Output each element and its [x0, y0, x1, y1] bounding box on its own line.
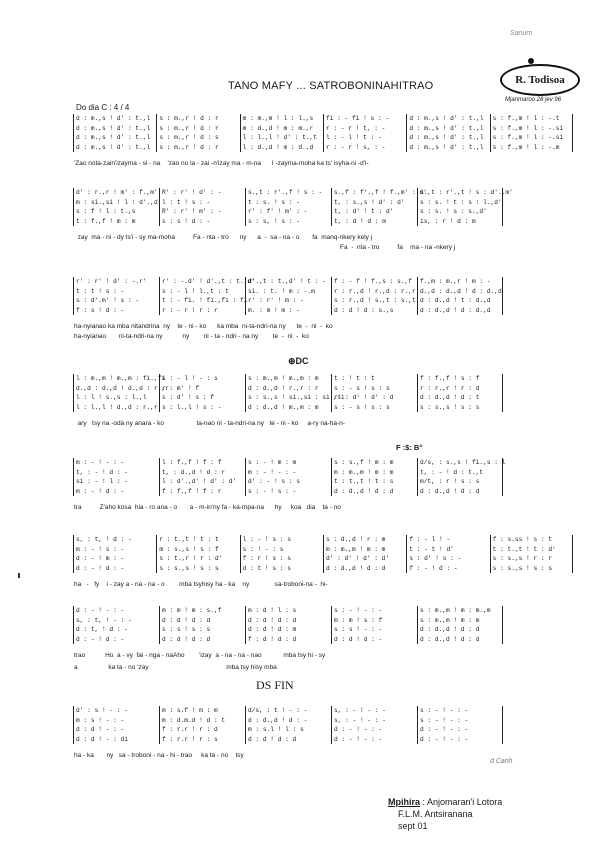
measure-cell: d : - ! d : - — [73, 635, 159, 645]
score-system — [73, 114, 573, 152]
measure-cell: s, : - ! - : - — [331, 716, 417, 726]
measure-cell: s : s. ! s : s.,d' — [417, 207, 503, 217]
measure-cell: r : t.,t ! t : t — [156, 535, 239, 545]
measure-cell: d : m.,s ! d' : t.,l — [73, 114, 156, 124]
measure-cell: l : d.,d ! m : d.,d — [240, 143, 323, 153]
voice-row — [73, 277, 573, 287]
lyric-line: ha - ka ny sa - troboni - na - hi - trao ka ta - no tsy — [74, 752, 244, 759]
measure-cell: m : - ! s : - — [73, 545, 156, 555]
lyric-line: ary tsy na -odà ny anara - ko ta-nao ni - ta-ndri-na ny te - ni - ko a-ry na-ha-n- — [74, 420, 345, 427]
measure-cell: s, : t, ! d : - — [73, 535, 156, 545]
measure-cell: s : m.,r ! d : r — [156, 114, 239, 124]
measure-cell: s : s.,s ! s : s — [156, 564, 239, 574]
voice-row — [73, 716, 573, 726]
measure-cell: d' : d' ! d' : d' — [323, 554, 406, 564]
measure-cell: d.,d : d.,d ! d.,d : r.,r — [73, 384, 159, 394]
measure-cell: d : d.,d ! d : d — [417, 487, 503, 497]
score-system — [73, 374, 573, 412]
measure-cell: r : r.,r ! r : d — [417, 384, 503, 394]
top-signature: Sanum — [510, 30, 533, 37]
measure-cell: t : - t ! d' — [406, 545, 489, 555]
measure-cell: m : s ! - : - — [73, 716, 159, 726]
voice-row — [73, 403, 573, 413]
author-badge — [500, 64, 580, 96]
measure-cell: d : - ! d : - — [73, 564, 156, 574]
measure-cell: d' : r.,r ! m' : f.,m' — [73, 188, 159, 198]
fine-marker: F :$: B° — [396, 443, 423, 452]
measure-cell: t, : s.,s ! d' : d' — [331, 198, 417, 208]
measure-cell: r : m' ! f — [159, 384, 245, 394]
credit-name: : Anjomaran'i Lotora — [420, 797, 503, 807]
voice-row — [73, 296, 573, 306]
measure-cell: s.,t : r'.,f ! s : - — [245, 188, 331, 198]
measure-cell: d : m.,s ! d' : t.,l — [406, 124, 489, 134]
measure-cell: m : s.,s ! s : f — [156, 545, 239, 555]
measure-cell: l : l.,l ! d.,d : r.,r — [73, 403, 159, 413]
score-system — [73, 706, 573, 744]
measure-cell: d : - ! - : - — [417, 735, 503, 745]
measure-cell: d : d.,d ! d : d.,d — [417, 306, 503, 316]
measure-cell: d : d ! d : d — [159, 616, 245, 626]
measure-cell: d : d ! d : s.,s — [331, 306, 417, 316]
voice-row — [73, 143, 573, 153]
measure-cell: f : d ! d : d — [245, 635, 331, 645]
measure-cell: t, : d.,d ! d : r — [159, 468, 245, 478]
measure-cell: s : s.,s ! s : s — [490, 564, 573, 574]
measure-cell: r : - r ! r : r — [159, 306, 245, 316]
measure-cell: r' : r' ! d' : -.r' — [73, 277, 159, 287]
measure-cell: d : d.,d ! d : t — [417, 393, 503, 403]
voice-row — [73, 198, 573, 208]
measure-cell: s : - l ! l.,t : t — [159, 287, 245, 297]
measure-cell: d : d.,d ! d : - — [245, 716, 331, 726]
measure-cell: s, : - ! - : - — [331, 706, 417, 716]
measure-cell: d/s, : s.,s ! fi.,s : l — [417, 458, 503, 468]
measure-cell: s : d' ! s : f — [159, 393, 245, 403]
measure-cell: s : m.,r ! d : r — [156, 143, 239, 153]
author-badge-dot — [528, 58, 534, 64]
measure-cell: d : m.,s ! d' : t.,l — [406, 133, 489, 143]
song-title: TANO MAFY ... SATROBONINAHITRAO — [228, 80, 434, 92]
voice-row — [73, 374, 573, 384]
measure-cell: l : t ! s : - — [159, 198, 245, 208]
voice-row — [73, 535, 573, 545]
measure-cell: d : - ! - : - — [331, 725, 417, 735]
measure-cell: m : m ! m : s.,f — [159, 606, 245, 616]
measure-cell: m : s.f ! m : m — [159, 706, 245, 716]
voice-row — [73, 564, 573, 574]
measure-cell: s : d' ! s : - — [406, 554, 489, 564]
lyric-line: zay ma - ni - dy ts'i - sy ma-moha Fa - nta - tro ny a - sa - na - o fa manq-nkery kely j — [74, 234, 373, 241]
scan-mark — [18, 573, 20, 578]
measure-cell: R' : r' ! m' : - — [159, 207, 245, 217]
measure-cell: d : - ! m : - — [73, 554, 156, 564]
measure-cell: d : d.,d ! d : d — [323, 564, 406, 574]
measure-cell: si : - ! l : - — [73, 477, 159, 487]
measure-cell: t : ! t : t — [331, 374, 417, 384]
measure-cell: d' : s ! - : - — [73, 706, 159, 716]
measure-cell: s : m.,m ! m.,m : m — [245, 374, 331, 384]
lyric-line: trao Ho a - vy fai - nga - naAho 'izay a - na - na - nao mba tsy hi - sy — [74, 652, 326, 659]
voice-row — [73, 306, 573, 316]
measure-cell: d : d ! d : d — [245, 735, 331, 745]
measure-cell: is, : r ! d : m — [417, 217, 503, 227]
voice-row — [73, 188, 573, 198]
measure-cell: d : m.,s ! d' : t.,l — [73, 143, 156, 153]
measure-cell: t, : d' ! t : d' — [331, 207, 417, 217]
measure-cell: s : - ! - : - — [417, 716, 503, 726]
measure-cell: s : s ! - : - — [331, 625, 417, 635]
voice-row — [73, 287, 573, 297]
measure-cell: l : l ! s.,s : l.,l — [73, 393, 159, 403]
measure-cell: d.,d : d.,d ! d : d.,d — [417, 287, 503, 297]
measure-cell: d : d ! d : d — [245, 616, 331, 626]
measure-cell: s : s.,f ! m : m — [331, 458, 417, 468]
voice-row — [73, 616, 573, 626]
score-system — [73, 277, 573, 315]
measure-cell: d'.,t : t.,d' ! t : - — [245, 277, 331, 287]
measure-cell: r' : -.d' ! d'.,t : t.,d' — [159, 277, 245, 287]
measure-cell: s : m.,r ! d : r — [156, 124, 239, 134]
voice-row — [73, 706, 573, 716]
measure-cell: s : s ! d : - — [159, 217, 245, 227]
credit-date: sept 01 — [398, 821, 428, 831]
measure-cell: t : f.,f ! m : m — [73, 217, 159, 227]
measure-cell: m : m.,m ! m : m — [331, 468, 417, 478]
measure-cell: l : l.,l ! d' : t.,t — [240, 133, 323, 143]
measure-cell: s : m.,m ! m : m — [417, 616, 503, 626]
measure-cell: l : - l ! t : - — [323, 133, 406, 143]
lyric-line: 'Zao nota-zain'izayma - si - na 'zao no la - zai -n'izay ma - m-na I -zayma-moha ka ts' isyha-ni -d'i- — [74, 160, 369, 167]
voice-row — [73, 735, 573, 745]
score-system — [73, 188, 573, 226]
measure-cell: f : - ! d : - — [406, 564, 489, 574]
measure-cell: m : m.,m ! l : l.,s — [240, 114, 323, 124]
measure-cell: m/t, : r ! s : s — [417, 477, 503, 487]
measure-cell: s : t.,r ! r : d' — [156, 554, 239, 564]
lyric-line: tra Z'aho kosa hia - ro ana - o a - m-in'ny fa - ka-mpa-na hy koa dia ta - no — [74, 504, 341, 511]
lyric-line: ha-nyianao ka mba nitandrina ny te - ni - ko ka mba ni-ta-ndri-na ny te - ni - ko — [74, 323, 333, 330]
measure-cell: d : m.,s ! d' : t.,l — [406, 114, 489, 124]
measure-cell: s : - l ! - : s — [159, 374, 245, 384]
credit-label: Mpihira — [388, 797, 421, 807]
measure-cell: l : m.,m ! m.,m : fi.,fi — [73, 374, 159, 384]
measure-cell: f.,m : m.,r ! m : - — [417, 277, 503, 287]
bottom-signature: d Canh — [490, 758, 513, 765]
measure-cell: r : - r ! s, : - — [323, 143, 406, 153]
measure-cell: s : s, ! s : - — [245, 217, 331, 227]
measure-cell: d : t ! s : s — [240, 564, 323, 574]
voice-row — [73, 133, 573, 143]
measure-cell: s.,t : r'.,t ! s : d'.,m' — [417, 188, 503, 198]
measure-cell: r' : f' ! m' : - — [245, 207, 331, 217]
measure-cell: s : r.,d ! s.,t : s.,t — [331, 296, 417, 306]
measure-cell: m : - ! - : - — [73, 458, 159, 468]
measure-cell: si. : t. ! m : -.m — [245, 287, 331, 297]
measure-cell: d : d ! - : di — [73, 735, 159, 745]
measure-cell: m : - ! d : - — [73, 487, 159, 497]
compose-date: Mjanmaroo 28 jev 96 — [505, 97, 562, 103]
measure-cell: m. : m ! m : - — [245, 306, 331, 316]
measure-cell: s : ! - : s — [240, 545, 323, 555]
measure-cell: m : d ! l : s — [245, 606, 331, 616]
measure-cell: s : - ! - : - — [417, 706, 503, 716]
key-signature: Do dia C : 4 / 4 — [76, 103, 130, 112]
measure-cell: m : - ! - : - — [245, 468, 331, 478]
measure-cell: s, : t, ! - : - — [73, 616, 159, 626]
measure-cell: s : s ! s : s — [159, 625, 245, 635]
measure-cell: d : m.,s ! d' : t.,l — [73, 124, 156, 134]
measure-cell: s : m.,m ! m : m.,m — [417, 606, 503, 616]
measure-cell: s : s.,s ! r : r — [490, 554, 573, 564]
measure-cell: t, : - ! d : - — [73, 468, 159, 478]
ds-fin-marker: DS FIN — [256, 678, 294, 692]
lyric-line-secondary: ha-nyianao ni-ta-ndri-na ny ny ni - ta - ndri - na ny te - ni - ko — [74, 333, 309, 340]
measure-cell: s : f ! l : t.,s — [73, 207, 159, 217]
voice-row — [73, 477, 573, 487]
lyric-line-secondary: a ka ta - no 'zay mba tsy hisy mba — [74, 664, 277, 671]
voice-row — [73, 114, 573, 124]
measure-cell: r' : r' ! m : - — [245, 296, 331, 306]
measure-cell: d : m.,s ! d' : t.,l — [73, 133, 156, 143]
measure-cell: s : f.,m ! l : -.m — [490, 143, 573, 153]
lyric-line: ha - fy i - zay a - na - na - o mba tsyhisy ha - ka ny sa-troboni-na - hi- — [74, 581, 328, 588]
measure-cell: r : r.,d ! r.,d : r.,r — [331, 287, 417, 297]
score-system — [73, 606, 573, 644]
measure-cell: m : s.l ! l : s — [245, 725, 331, 735]
measure-cell: d : d.,d ! m.,m : m — [245, 403, 331, 413]
measure-cell: r' : d' ! d' : d — [331, 393, 417, 403]
credit-block — [388, 796, 502, 832]
measure-cell: s : - s ! s : s — [331, 403, 417, 413]
measure-cell: s : s. ! t : s : l.,d' — [417, 198, 503, 208]
measure-cell: m : m ! s : f — [331, 616, 417, 626]
measure-cell: s : f.,m ! l : -.si — [490, 133, 573, 143]
measure-cell: f : r ! s : s — [240, 554, 323, 564]
voice-row — [73, 487, 573, 497]
measure-cell: s : - s ! s : s — [331, 384, 417, 394]
measure-cell: m : m.,m ! m : m — [323, 545, 406, 555]
measure-cell: s : - ! m : m — [245, 458, 331, 468]
measure-cell: m : d.,d ! m : m.,r — [240, 124, 323, 134]
measure-cell: f : f.,f ! f : r — [159, 487, 245, 497]
measure-cell: s : d.,d ! r : m — [323, 535, 406, 545]
voice-row — [73, 545, 573, 555]
measure-cell: s : - ! s : - — [245, 487, 331, 497]
measure-cell: f : r.r ! r : d — [159, 725, 245, 735]
score-system — [73, 458, 573, 496]
measure-cell: fi : - fi ! s : - — [323, 114, 406, 124]
measure-cell: s : f.,m ! l : -.t — [490, 114, 573, 124]
measure-cell: d : d ! - : - — [73, 725, 159, 735]
measure-cell: d : - ! - : - — [73, 606, 159, 616]
measure-cell: d : d.,d ! t : d.,d — [417, 296, 503, 306]
voice-row — [73, 124, 573, 134]
voice-row — [73, 554, 573, 564]
measure-cell: r : - r ! t, : - — [323, 124, 406, 134]
measure-cell: s : s.,s ! si.,si : si.,si — [245, 393, 331, 403]
voice-row — [73, 625, 573, 635]
measure-cell: t, : d ! d : m — [331, 217, 417, 227]
voice-row — [73, 384, 573, 394]
voice-row — [73, 393, 573, 403]
measure-cell: d : d.,d ! d : d — [331, 487, 417, 497]
measure-cell: s : s.,s ! s : s — [417, 403, 503, 413]
credit-line — [388, 796, 502, 808]
measure-cell: d : d.,d ! d : d — [417, 625, 503, 635]
measure-cell: d : d.,d ! d : d — [417, 635, 503, 645]
measure-cell: t : t.,t ! t : d' — [490, 545, 573, 555]
voice-row — [73, 458, 573, 468]
measure-cell: d : d ! d : d — [159, 635, 245, 645]
measure-cell: f : - f ! f.,s : s.,f — [331, 277, 417, 287]
measure-cell: s : m.,r ! d : s — [156, 133, 239, 143]
measure-cell: d' : - ! s : s — [245, 477, 331, 487]
measure-cell: f : r.r ! r : s — [159, 735, 245, 745]
measure-cell: t : - fi. ! fi.,fi : fi — [159, 296, 245, 306]
measure-cell: t : t.,t ! t : s — [331, 477, 417, 487]
measure-cell: l : d'.,d' ! d' : d' — [159, 477, 245, 487]
measure-cell: R' : r' ! d' : - — [159, 188, 245, 198]
measure-cell: t : t ! s : - — [73, 287, 159, 297]
measure-cell: d/s, : t ! - : - — [245, 706, 331, 716]
measure-cell: s : l.,l ! s : - — [159, 403, 245, 413]
measure-cell: m : d.m.d ! d : t — [159, 716, 245, 726]
measure-cell: f : f.,f ! s : f — [417, 374, 503, 384]
voice-row — [73, 635, 573, 645]
measure-cell: d : d ! d : m — [245, 625, 331, 635]
dc-marker: ⊕DC — [288, 356, 309, 366]
measure-cell: l : f.,f ! f : f — [159, 458, 245, 468]
voice-row — [73, 606, 573, 616]
measure-cell: t : s. ! s : - — [245, 198, 331, 208]
measure-cell: d : d.,d ! r.,r : r — [245, 384, 331, 394]
measure-cell: d : - ! - : - — [331, 735, 417, 745]
voice-row — [73, 725, 573, 735]
measure-cell: f : s.ss ! s : t — [490, 535, 573, 545]
measure-cell: s : d'.m' ! s : - — [73, 296, 159, 306]
measure-cell: s : f.,m ! l : -.si — [490, 124, 573, 134]
author-name: R. Todisoa — [515, 74, 565, 86]
measure-cell: f : - l ! - — [406, 535, 489, 545]
measure-cell: l : - ! s : s — [240, 535, 323, 545]
lyric-line-secondary: Fa - nta - tro fa ma - na -nkery j — [340, 244, 456, 251]
measure-cell: m : si.,si ! l : d'.,d' — [73, 198, 159, 208]
measure-cell: t, : - ! d : t.,t — [417, 468, 503, 478]
voice-row — [73, 468, 573, 478]
measure-cell: s.,f : f'.,f ! f.,m' : d' — [331, 188, 417, 198]
church-name: F.L.M. Antsiranana — [398, 809, 473, 819]
voice-row — [73, 217, 573, 227]
measure-cell: d : t, ! d : - — [73, 625, 159, 635]
voice-row — [73, 207, 573, 217]
measure-cell: d : - ! - : - — [417, 725, 503, 735]
measure-cell: f : s ! d : - — [73, 306, 159, 316]
measure-cell: d : d ! d : - — [331, 635, 417, 645]
measure-cell: s : - ! - : - — [331, 606, 417, 616]
measure-cell: d : m.,s ! d' : t.,l — [406, 143, 489, 153]
score-system — [73, 535, 573, 573]
